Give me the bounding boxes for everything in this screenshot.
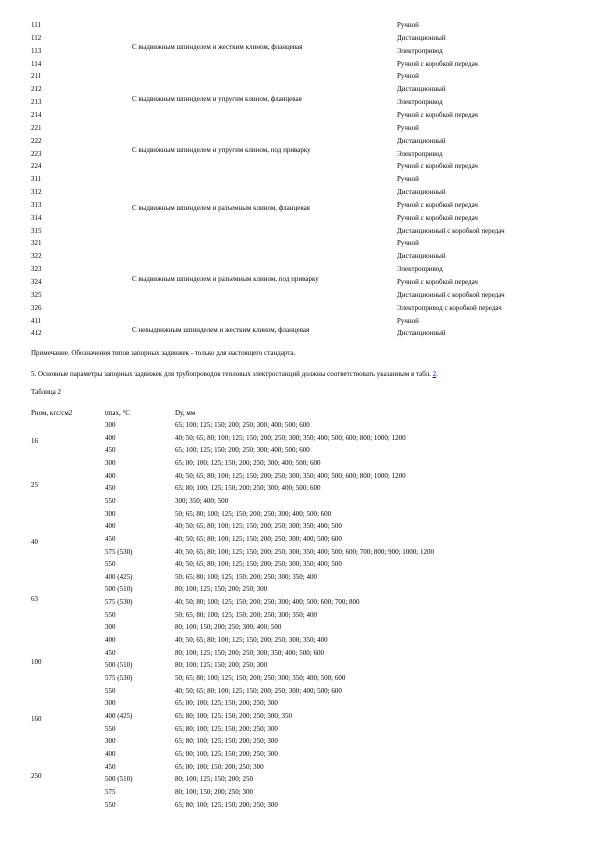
row-diameters: 40; 50; 65; 80; 100; 125; 150; 200; 250; 300; 350; 400 [175, 636, 328, 645]
row-temperature: 300 [105, 699, 116, 708]
paragraph-5-end: . [436, 370, 438, 378]
row-diameters: 65; 80; 100; 125; 150; 200; 250; 300 [175, 800, 278, 809]
valve-drive: Ручной с коробкой передач [397, 110, 478, 119]
row-diameters: 65; 80; 100; 125; 150; 200; 250; 300 [175, 724, 278, 733]
valve-code: 211 [31, 72, 42, 81]
row-diameters: 65; 100; 125; 150; 200; 250; 300; 400; 500; 600 [175, 421, 310, 429]
valve-code: 311 [31, 175, 42, 184]
row-diameters: 65; 80; 100; 125; 150; 200; 250; 300 [175, 737, 278, 746]
row-diameters: 65; 80; 100; 125; 150; 200; 250; 300; 400; 500; 600 [175, 484, 321, 493]
valve-drive: Электропривод с коробкой передач [397, 303, 502, 312]
row-temperature: 400 [105, 471, 116, 480]
row-diameters: 40; 50; 80; 100; 125; 150; 200; 250; 300; 400; 500; 600; 700; 800 [175, 598, 360, 607]
valve-drive: Дистанционный [397, 33, 446, 42]
row-temperature: 450 [105, 534, 116, 543]
row-pressure: 25 [31, 480, 38, 489]
valve-code: 314 [31, 213, 42, 222]
row-diameters: 65; 80; 100; 125; 150; 200; 250; 300; 400; 500; 600 [175, 458, 321, 467]
valve-design: С выдвижным шпинделем и упругим клином, под приварку [132, 146, 311, 155]
row-diameters: 50; 65; 80; 100; 125; 150; 200; 250; 300; 350; 400 [175, 610, 317, 619]
row-diameters: 80; 100; 125; 150; 200; 250; 300 [175, 661, 268, 670]
row-temperature: 450 [105, 762, 116, 771]
row-temperature: 575 (530) [105, 674, 133, 682]
valve-design: С выдвижным шпинделем и жестким клином, фланцевая [132, 43, 303, 52]
row-pressure: 63 [31, 594, 38, 603]
valve-drive: Ручной [397, 239, 419, 248]
row-diameters: 65; 80; 100; 125; 150; 200; 250; 300 [175, 749, 278, 758]
row-diameters: 40; 50; 65; 80; 100; 125; 150; 200; 250; 300; 400; 500; 600 [175, 534, 342, 543]
valve-drive: Электропривод [397, 265, 443, 274]
row-diameters: 40; 50; 65; 80; 100; 125; 150; 200; 250; 300; 350; 400; 500; 600; 800; 1000; 1200 [175, 471, 406, 480]
table-2-link[interactable]: 2 [432, 370, 437, 378]
valve-code: 224 [31, 162, 42, 171]
valve-drive: Электропривод [397, 149, 443, 158]
valve-code: 213 [31, 98, 42, 107]
valve-code: 325 [31, 290, 42, 299]
row-temperature: 550 [105, 686, 116, 695]
valve-drive: Ручной [397, 175, 419, 184]
row-temperature: 300 [105, 509, 116, 518]
row-diameters: 40; 50; 65; 80; 100; 125; 150; 200; 250; 300; 400; 500; 600 [175, 686, 342, 695]
row-diameters: 80; 100; 150; 200; 250; 300 [175, 787, 253, 796]
valve-drive: Дистанционный [397, 85, 446, 94]
row-diameters: 50; 65; 80; 100; 125; 150; 200; 250; 300; 350; 400 [175, 572, 317, 581]
row-temperature: 550 [105, 800, 116, 809]
row-diameters: 50; 65; 80; 100; 125; 150; 200; 250; 300; 400; 500; 600 [175, 509, 332, 518]
valve-drive: Дистанционный с коробкой передач [397, 290, 505, 299]
row-diameters: 80; 100; 125; 150; 200; 250; 300 [175, 585, 268, 594]
valve-code: 112 [31, 33, 42, 42]
row-temperature: 550 [105, 496, 116, 505]
valve-code: 323 [31, 265, 42, 274]
valve-code: 212 [31, 85, 42, 94]
row-diameters: 65; 100; 125; 150; 200; 250; 300; 400; 500; 600 [175, 446, 310, 455]
row-diameters: 40; 50; 65; 80; 100; 125; 150; 200; 250; 300; 350; 400; 500; 600; 800; 1000; 1200 [175, 433, 406, 442]
valve-drive: Электропривод [397, 46, 443, 55]
row-temperature: 550 [105, 724, 116, 733]
valve-code: 412 [31, 329, 42, 338]
row-diameters: 80; 100; 150; 200; 250; 300; 400; 500 [175, 623, 282, 632]
header-temperature: tmax, °С [105, 409, 130, 417]
row-temperature: 400 (425) [105, 711, 133, 720]
row-temperature: 550 [105, 610, 116, 619]
row-diameters: 65; 80; 100; 125; 150; 200; 250; 300; 350 [175, 711, 293, 720]
valve-drive: Ручной с коробкой передач [397, 59, 478, 68]
row-temperature: 400 [105, 636, 116, 645]
row-pressure: 250 [31, 771, 42, 780]
row-diameters: 80; 100; 125; 150; 200; 250; 300; 350; 400; 500; 600 [175, 648, 324, 657]
row-temperature: 550 [105, 560, 116, 569]
valve-drive: Ручной с коробкой передач [397, 278, 478, 286]
row-temperature: 450 [105, 484, 116, 493]
row-temperature: 400 (425) [105, 572, 133, 581]
row-temperature: 575 (530) [105, 547, 133, 556]
row-diameters: 40; 50; 65; 80; 100; 125; 150; 200; 250; 300; 350; 400; 500; 600; 700; 800; 900; 1000; 1200 [175, 547, 435, 556]
valve-drive: Ручной [397, 316, 419, 325]
table-note: Примечание. Обозначения типов запорных задвижек - только для настоящего стандарта. [31, 349, 296, 357]
row-temperature: 500 (510) [105, 585, 133, 594]
row-temperature: 300 [105, 623, 116, 632]
row-temperature: 500 (510) [105, 775, 133, 784]
valve-design: С выдвижным шпинделем и разъемным клином, фланцевая [132, 203, 310, 212]
valve-drive: Дистанционный [397, 188, 446, 197]
valve-code: 111 [31, 21, 41, 29]
valve-drive: Ручной [397, 123, 419, 132]
valve-code: 411 [31, 316, 42, 325]
valve-drive: Электропривод [397, 98, 443, 107]
row-temperature: 300 [105, 458, 116, 467]
row-temperature: 400 [105, 433, 116, 442]
valve-code: 321 [31, 239, 42, 248]
header-diameter: Dу, мм [175, 409, 196, 417]
row-temperature: 450 [105, 648, 116, 657]
row-diameters: 50; 65; 80; 100; 125; 150; 200; 250; 300; 350; 400; 500; 600 [175, 674, 346, 682]
valve-code: 313 [31, 200, 42, 209]
valve-drive: Ручной [397, 72, 419, 81]
valve-drive: Ручной [397, 21, 419, 29]
header-pressure: Pном, кгс/см2 [31, 409, 73, 417]
table-2-title: Таблица 2 [31, 388, 61, 396]
valve-drive: Дистанционный [397, 252, 446, 261]
valve-design: С выдвижным шпинделем и разъемным клином, под приварку [132, 274, 319, 283]
valve-code: 222 [31, 136, 42, 145]
row-temperature: 575 (530) [105, 598, 133, 607]
paragraph-5 [31, 370, 438, 379]
row-diameters: 80; 100; 125; 150; 200; 250 [175, 775, 253, 784]
valve-code: 322 [31, 252, 42, 261]
valve-code: 324 [31, 278, 42, 286]
row-temperature: 400 [105, 522, 116, 531]
row-temperature: 450 [105, 446, 116, 455]
row-temperature: 575 [105, 787, 116, 796]
row-diameters: 40; 50; 65; 80; 100; 125; 150; 200; 250; 300; 350; 400; 500 [175, 560, 342, 569]
valve-drive: Дистанционный с коробкой передач [397, 226, 505, 235]
valve-drive: Ручной с коробкой передач [397, 213, 478, 222]
row-temperature: 400 [105, 749, 116, 758]
valve-code: 114 [31, 59, 42, 68]
valve-code: 223 [31, 149, 42, 158]
row-diameters: 300; 350; 400; 500 [175, 496, 229, 505]
valve-design: С выдвижным шпинделем и упругим клином, фланцевая [132, 94, 302, 103]
row-temperature: 300 [105, 421, 116, 429]
valve-drive: Ручной с коробкой передач [397, 162, 478, 171]
valve-code: 214 [31, 110, 42, 119]
row-temperature: 500 (510) [105, 661, 133, 670]
row-pressure: 160 [31, 714, 42, 723]
valve-code: 326 [31, 303, 42, 312]
row-temperature: 300 [105, 737, 116, 746]
valve-code: 312 [31, 188, 42, 197]
valve-design: С невыдвижным шпинделем и жестким клином, фланцевая [132, 325, 310, 334]
row-pressure: 100 [31, 658, 42, 667]
row-pressure: 16 [31, 436, 38, 445]
row-diameters: 65; 80; 100; 150; 200; 250; 300 [175, 762, 264, 771]
row-diameters: 40; 50; 65; 80; 100; 125; 150; 200; 250; 300; 350; 400; 500 [175, 522, 342, 531]
valve-drive: Ручной с коробкой передач [397, 200, 478, 209]
row-diameters: 65; 80; 100; 125; 150; 200; 250; 300 [175, 699, 278, 708]
valve-code: 221 [31, 123, 42, 132]
valve-drive: Дистанционный [397, 329, 446, 338]
valve-code: 315 [31, 226, 42, 235]
row-pressure: 40 [31, 537, 38, 546]
paragraph-5-text: 5. Основные параметры запорных задвижек для трубопроводов тепловых электростанций должны соответствовать указанным в табл. [31, 370, 433, 378]
valve-drive: Дистанционный [397, 136, 446, 145]
valve-code: 113 [31, 46, 42, 55]
